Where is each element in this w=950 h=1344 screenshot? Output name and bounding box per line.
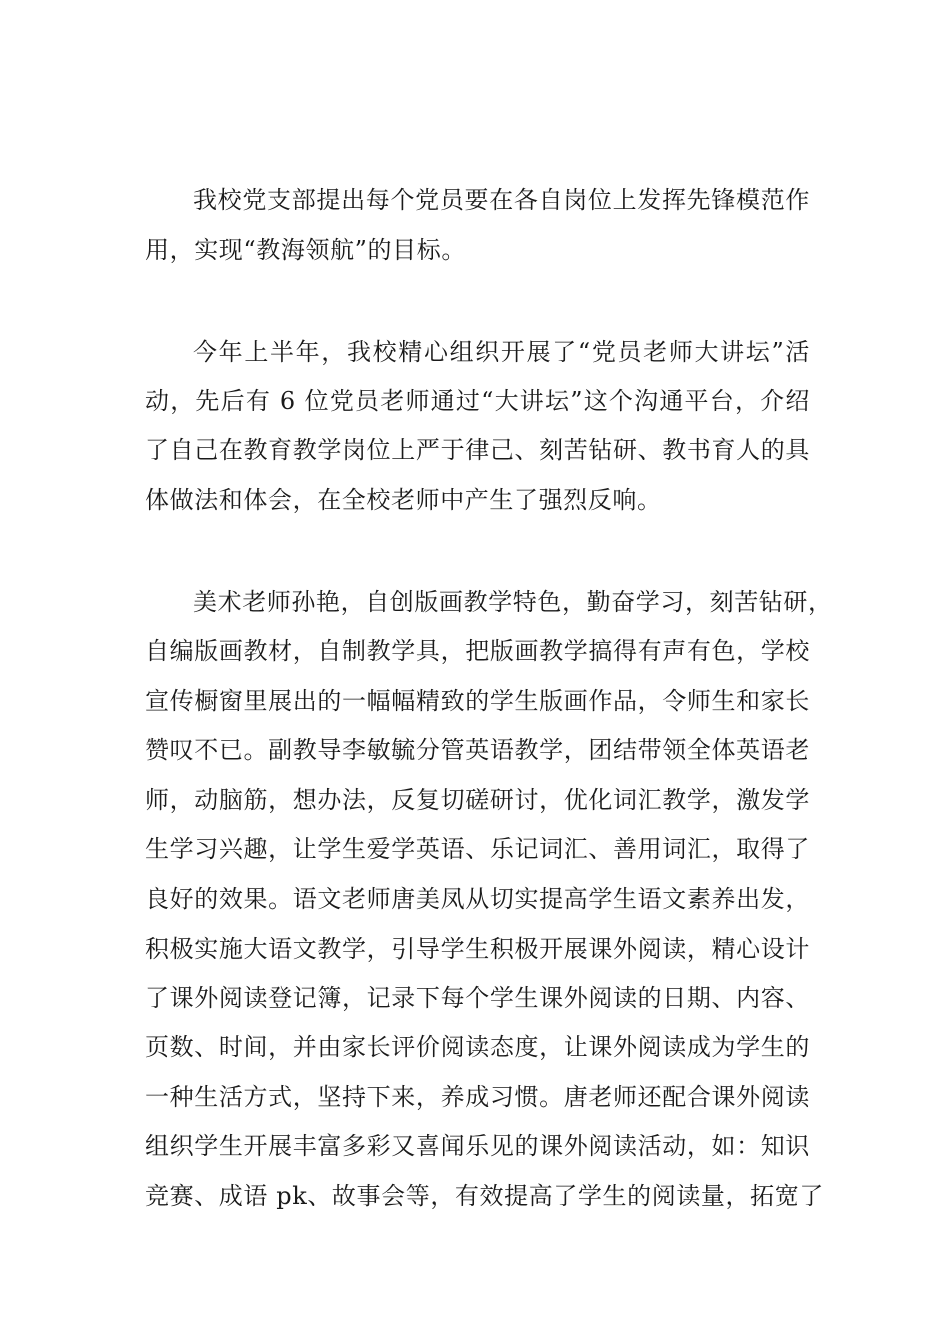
paragraph-2-line-2: 动，先后有 6 位党员老师通过“大讲坛”这个沟通平台，介绍 (145, 387, 810, 415)
paragraph-3-line-6: 生学习兴趣，让学生爱学英语、乐记词汇、善用词汇，取得了 (145, 835, 810, 863)
paragraph-3-line-10: 页数、时间，并由家长评价阅读态度，让课外阅读成为学生的 (145, 1033, 810, 1061)
paragraph-3-line-7: 良好的效果。语文老师唐美凤从切实提高学生语文素养出发， (145, 885, 810, 913)
paragraph-2-line-4: 体做法和体会，在全校老师中产生了强烈反响。 (145, 486, 662, 514)
paragraph-3-line-2: 自编版画教材，自制教学具，把版画教学搞得有声有色，学校 (145, 637, 810, 665)
paragraph-1-line-1: 我校党支部提出每个党员要在各自岗位上发挥先锋模范作 (193, 186, 810, 214)
paragraph-3-line-9: 了课外阅读登记簿，记录下每个学生课外阅读的日期、内容、 (145, 984, 810, 1012)
paragraph-2-line-1: 今年上半年，我校精心组织开展了“党员老师大讲坛”活 (193, 338, 810, 366)
paragraph-3-line-12: 组织学生开展丰富多彩又喜闻乐见的课外阅读活动，如：知识 (145, 1132, 810, 1160)
paragraph-3-line-13: 竞赛、成语 pk、故事会等，有效提高了学生的阅读量，拓宽了 (145, 1182, 824, 1210)
paragraph-3-line-8: 积极实施大语文教学，引导学生积极开展课外阅读，精心设计 (145, 935, 810, 963)
paragraph-1-line-2: 用，实现“教海领航”的目标。 (145, 236, 466, 264)
paragraph-3-line-4: 赞叹不已。副教导李敏毓分管英语教学，团结带领全体英语老 (145, 736, 810, 764)
paragraph-3-line-3: 宣传橱窗里展出的一幅幅精致的学生版画作品，令师生和家长 (145, 687, 810, 715)
paragraph-3-line-5: 师，动脑筋，想办法，反复切磋研讨，优化词汇教学，激发学 (145, 786, 810, 814)
paragraph-3-line-11: 一种生活方式，坚持下来，养成习惯。唐老师还配合课外阅读 (145, 1083, 810, 1111)
paragraph-3-line-1: 美术老师孙艳，自创版画教学特色，勤奋学习，刻苦钻研， (193, 588, 833, 616)
paragraph-2-line-3: 了自己在教育教学岗位上严于律己、刻苦钻研、教书育人的具 (145, 436, 810, 464)
